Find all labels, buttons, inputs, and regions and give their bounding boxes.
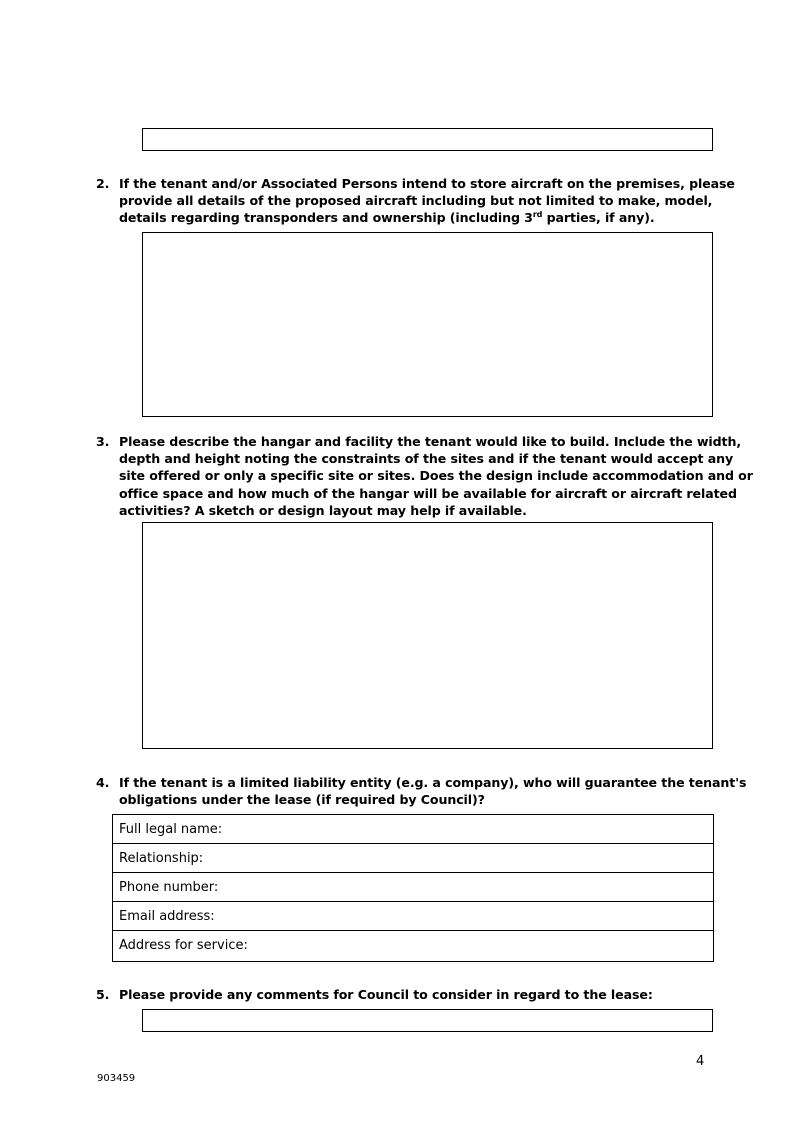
question-line: provide all details of the proposed aircraft including but not limited to make, model, (119, 193, 713, 209)
question-5 (96, 986, 716, 1004)
question-line: If the tenant is a limited liability entity (e.g. a company), who will guarantee the tenant's (119, 775, 747, 790)
question-text (119, 433, 753, 519)
question-line: site offered or only a specific site or sites. Does the design include accommodation and or (119, 468, 753, 484)
question-number: 3. (96, 434, 110, 449)
field-email-address[interactable]: Email address: (113, 902, 713, 931)
question-number: 5. (96, 987, 110, 1002)
answer-box-q3[interactable] (142, 522, 713, 749)
question-line: Please describe the hangar and facility the tenant would like to build. Include the width, (119, 434, 742, 449)
field-relationship[interactable]: Relationship: (113, 844, 713, 873)
field-address-for-service[interactable]: Address for service: (119, 938, 248, 953)
question-line-part: details regarding transponders and ownership (including 3 (119, 210, 533, 226)
question-2 (96, 175, 735, 227)
question-text (119, 774, 747, 808)
answer-box-q1[interactable] (142, 128, 713, 151)
question-text (119, 175, 735, 227)
field-phone-number[interactable]: Phone number: (113, 873, 713, 902)
question-4 (96, 774, 747, 809)
question-line: office space and how much of the hangar will be available for aircraft or aircraft related (119, 485, 737, 501)
question-line: activities? A sketch or design layout may help if available. (119, 502, 527, 518)
question-line (119, 209, 716, 226)
guarantor-details-table (112, 814, 714, 962)
field-full-legal-name[interactable]: Full legal name: (113, 815, 713, 844)
question-line: If the tenant and/or Associated Persons intend to store aircraft on the premises, please (119, 176, 735, 191)
question-line: Please provide any comments for Council to consider in regard to the lease: (119, 987, 653, 1002)
question-line-part: parties, if any). (542, 210, 655, 226)
ordinal-suffix: rd (532, 210, 543, 220)
question-text (119, 986, 716, 1003)
page-number: 4 (696, 1054, 705, 1069)
question-line: depth and height noting the constraints of the sites and if the tenant would accept any (119, 451, 734, 467)
answer-box-q2[interactable] (142, 232, 713, 417)
question-number: 2. (96, 176, 110, 191)
document-number: 903459 (97, 1073, 136, 1084)
question-line: obligations under the lease (if required by Council)? (119, 792, 485, 808)
question-number: 4. (96, 775, 110, 790)
answer-box-q5[interactable] (142, 1009, 713, 1032)
question-3 (96, 433, 753, 519)
